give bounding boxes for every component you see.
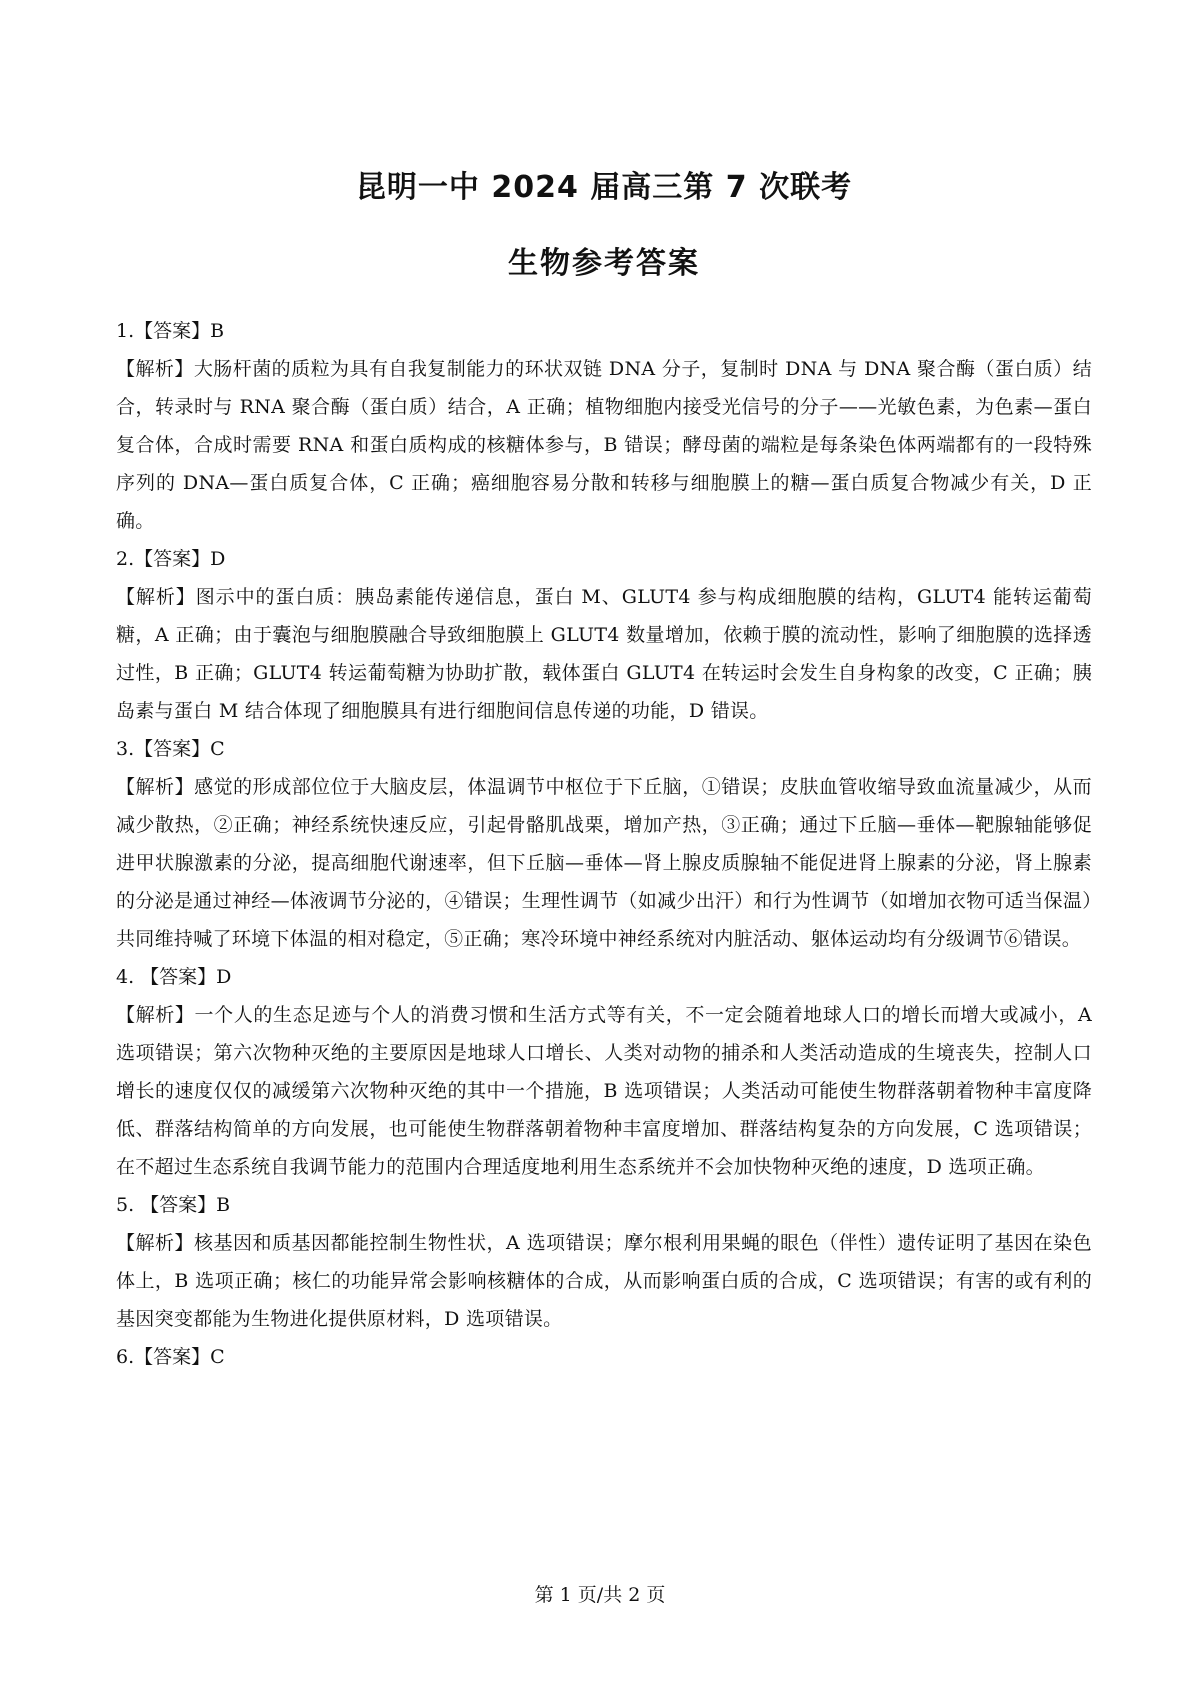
- answer-list: [116, 312, 1092, 1376]
- answer-line: 2.【答案】D: [116, 548, 226, 570]
- explanation-text: 【解析】大肠杆菌的质粒为具有自我复制能力的环状双链 DNA 分子，复制时 DNA 与 DNA 聚合酶（蛋白质）结合，转录时与 RNA 聚合酶（蛋白质）结合，A 正确；植物细胞内接受光信号的分子——光敏色素，为色素—蛋白复合体，合成时需要 RNA 和蛋白质构成的核糖体参与，B 错误；酵母菌的端粒是每条染色体两端都有的一段特殊序列的 DNA—蛋白质复合体，C 正确；癌细胞容易分散和转移与细胞膜上的糖—蛋白质复合物减少有关，D 正确。: [116, 358, 1092, 532]
- question-item: [116, 730, 1092, 958]
- page-title: 昆明一中 2024 届高三第 7 次联考: [355, 170, 853, 205]
- answer-line: 6.【答案】C: [116, 1346, 225, 1368]
- answer-line: 3.【答案】C: [116, 738, 225, 760]
- explanation-text: 【解析】核基因和质基因都能控制生物性状，A 选项错误；摩尔根利用果蝇的眼色（伴性）遗传证明了基因在染色体上，B 选项正确；核仁的功能异常会影响核糖体的合成，从而影响蛋白质的合成，C 选项错误；有害的或有利的基因突变都能为生物进化提供原材料，D 选项错误。: [116, 1232, 1092, 1330]
- question-item: [116, 1186, 1092, 1338]
- explanation-text: 【解析】一个人的生态足迹与个人的消费习惯和生活方式等有关，不一定会随着地球人口的增长而增大或减小，A 选项错误；第六次物种灭绝的主要原因是地球人口增长、人类对动物的捕杀和人类活动造成的生境丧失，控制人口增长的速度仅仅的减缓第六次物种灭绝的其中一个措施，B 选项错误；人类活动可能使生物群落朝着物种丰富度降低、群落结构简单的方向发展，也可能使生物群落朝着物种丰富度增加、群落结构复杂的方向发展，C 选项错误；在不超过生态系统自我调节能力的范围内合理适度地利用生态系统并不会加快物种灭绝的速度，D 选项正确。: [116, 1004, 1092, 1178]
- answer-line: 1.【答案】B: [116, 320, 225, 342]
- page-number: 第 1 页/共 2 页: [534, 1584, 666, 1606]
- question-item: [116, 540, 1092, 730]
- explanation-text: 【解析】图示中的蛋白质：胰岛素能传递信息，蛋白 M、GLUT4 参与构成细胞膜的结构，GLUT4 能转运葡萄糖，A 正确；由于囊泡与细胞膜融合导致细胞膜上 GLUT4 数量增加，依赖于膜的流动性，影响了细胞膜的选择透过性，B 正确；GLUT4 转运葡萄糖为协助扩散，载体蛋白 GLUT4 在转运时会发生自身构象的改变，C 正确；胰岛素与蛋白 M 结合体现了细胞膜具有进行细胞间信息传递的功能，D 错误。: [116, 586, 1092, 722]
- question-item: [116, 312, 1092, 540]
- question-item: [116, 1338, 1092, 1376]
- explanation-text: 【解析】感觉的形成部位位于大脑皮层，体温调节中枢位于下丘脑，①错误；皮肤血管收缩导致血流量减少，从而减少散热，②正确；神经系统快速反应，引起骨骼肌战栗，增加产热，③正确；通过下丘脑—垂体—靶腺轴能够促进甲状腺激素的分泌，提高细胞代谢速率，但下丘脑—垂体—肾上腺皮质腺轴不能促进肾上腺素的分泌，肾上腺素的分泌是通过神经—体液调节分泌的，④错误；生理性调节（如减少出汗）和行为性调节（如增加衣物可适当保温）共同维持喊了环境下体温的相对稳定，⑤正确；寒冷环境中神经系统对内脏活动、躯体运动均有分级调节⑥错误。: [116, 776, 1092, 950]
- page-subtitle: 生物参考答案: [508, 246, 700, 281]
- answer-line: 5. 【答案】B: [116, 1194, 231, 1216]
- question-item: [116, 958, 1092, 1186]
- answer-line: 4. 【答案】D: [116, 966, 232, 988]
